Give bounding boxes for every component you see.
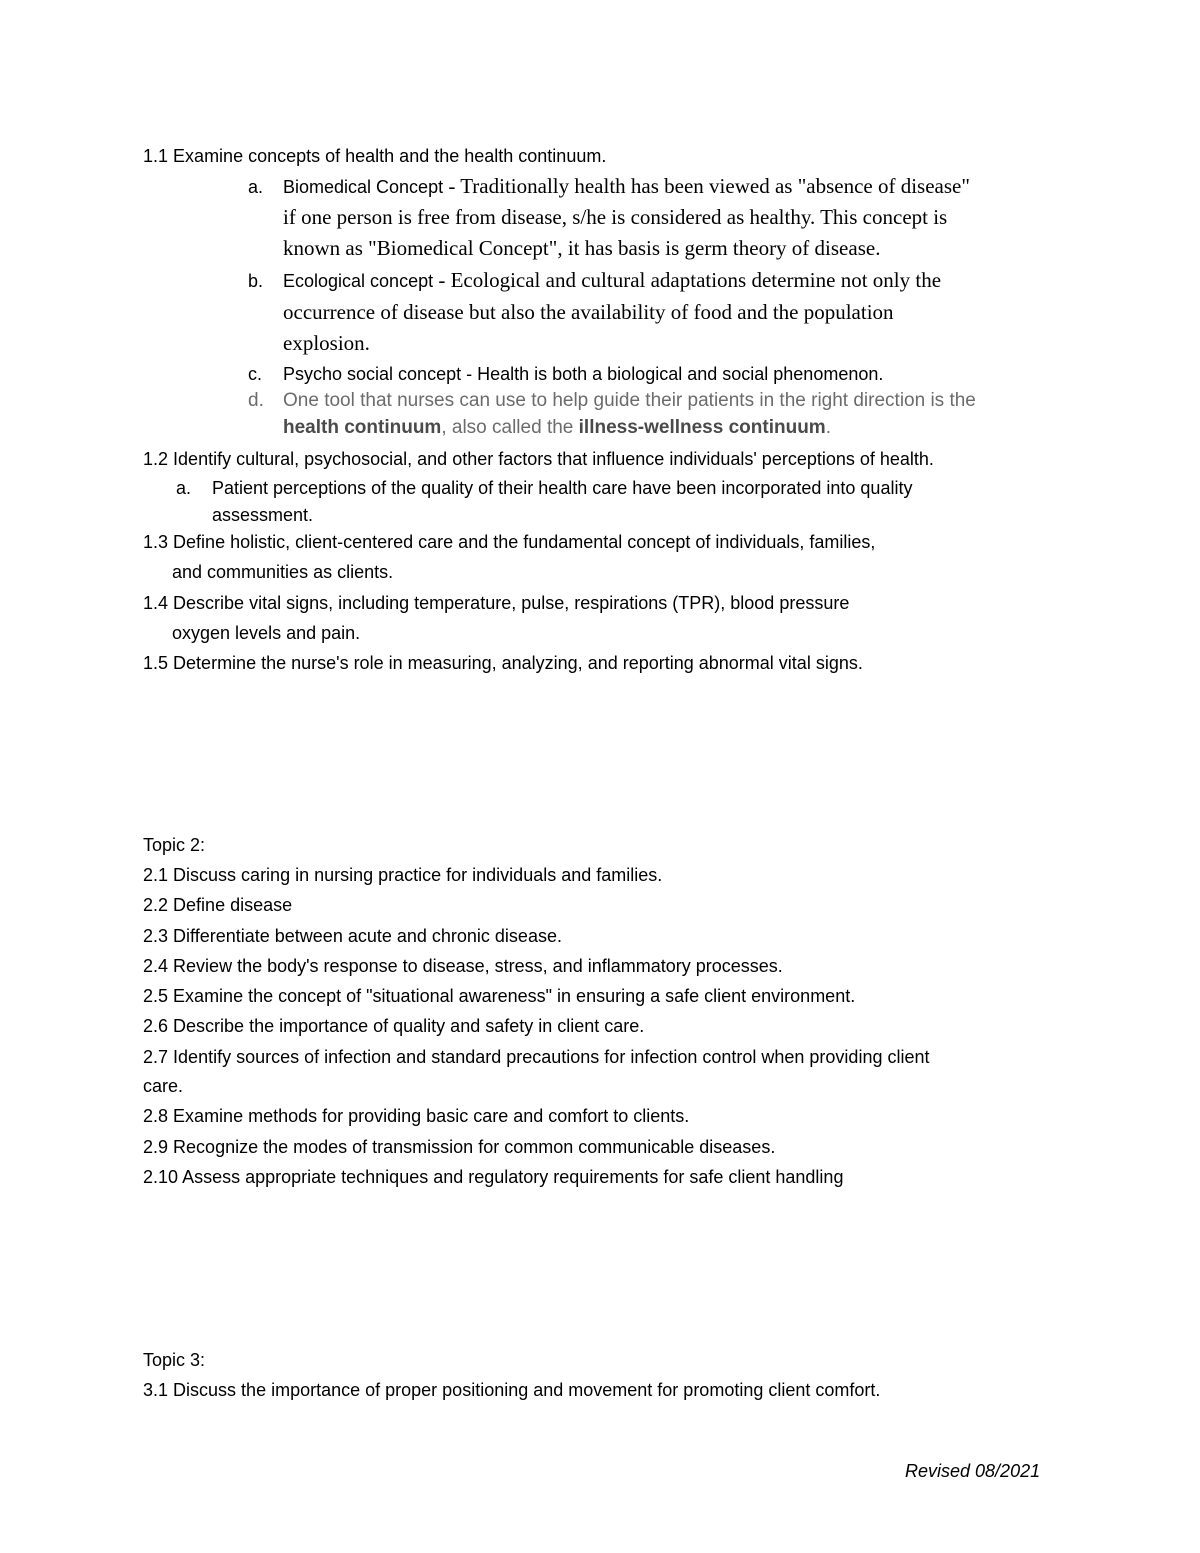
objective-text: Describe vital signs, including temperature, pulse, respirations (TPR), blood pressure — [173, 593, 850, 613]
objective-number: 2.7 — [143, 1047, 169, 1067]
objective-number: 1.2 — [143, 449, 169, 469]
objective-text: Examine concepts of health and the health continuum. — [173, 146, 607, 166]
subitem-b-ecological-line3: explosion. — [283, 331, 370, 355]
objective-text: Discuss the importance of proper positioning and movement for promoting client comfort. — [173, 1380, 881, 1400]
objective-2-8 — [143, 1105, 689, 1127]
objective-2-1 — [143, 864, 662, 886]
continuum-connector: , also called the — [441, 417, 579, 438]
objective-text: Assess appropriate techniques and regulatory requirements for safe client handling — [182, 1167, 844, 1187]
objective-1-5 — [143, 652, 863, 674]
concept-description: Ecological and cultural adaptations determine not only the — [450, 268, 942, 292]
subitem-b-ecological-line1 — [248, 267, 941, 294]
topic-3-heading: Topic 3: — [143, 1350, 206, 1370]
label-separator: - — [443, 174, 461, 198]
continuum-end: . — [825, 417, 831, 438]
health-continuum-term: health continuum — [283, 417, 442, 438]
list-marker: c. — [248, 364, 263, 384]
objective-number: 2.1 — [143, 865, 169, 885]
objective-text: Identify sources of infection and standard precautions for infection control when providing client — [173, 1047, 930, 1067]
subitem-b-ecological-line2: occurrence of disease but also the availability of food and the population — [283, 300, 894, 324]
perception-text: Patient perceptions of the quality of their health care have been incorporated into quality — [212, 478, 913, 498]
label-separator: - — [433, 268, 451, 292]
subitem-a-biomedical-line1 — [248, 173, 970, 200]
objective-1-1 — [143, 145, 606, 167]
objective-2-4 — [143, 955, 783, 977]
objective-text: Recognize the modes of transmission for common communicable diseases. — [173, 1137, 776, 1157]
objective-3-1 — [143, 1379, 880, 1401]
list-marker: a. — [248, 177, 264, 197]
objective-2-10 — [143, 1166, 843, 1188]
objective-2-7-continued: care. — [143, 1076, 184, 1096]
objective-number: 2.6 — [143, 1016, 169, 1036]
objective-2-9 — [143, 1136, 775, 1158]
list-marker: b. — [248, 271, 264, 291]
objective-2-7 — [143, 1046, 930, 1068]
objective-1-4-line2: oxygen levels and pain. — [172, 623, 361, 643]
illness-wellness-term: illness-wellness continuum — [578, 417, 826, 438]
subitem-d-continuum-line1 — [248, 390, 976, 412]
objective-text: Review the body's response to disease, stress, and inflammatory processes. — [173, 956, 783, 976]
subitem-a-biomedical-line3: known as "Biomedical Concept", it has basis is germ theory of disease. — [283, 236, 881, 260]
objective-number: 2.8 — [143, 1106, 169, 1126]
continuum-text: One tool that nurses can use to help guide their patients in the right direction is the — [283, 390, 976, 411]
objective-1-3-line2: and communities as clients. — [172, 562, 394, 582]
objective-text: Define holistic, client-centered care and the fundamental concept of individuals, families, — [173, 532, 876, 552]
objective-1-2-a-line1 — [176, 477, 912, 499]
objective-number: 1.5 — [143, 653, 169, 673]
objective-text: Differentiate between acute and chronic disease. — [173, 926, 562, 946]
objective-1-3-line1 — [143, 531, 875, 553]
concept-description: Traditionally health has been viewed as "absence of disease" — [460, 174, 970, 198]
objective-1-2 — [143, 448, 934, 470]
concept-text: Psycho social concept - Health is both a biological and social phenomenon. — [283, 364, 884, 384]
subitem-d-continuum-line2 — [283, 417, 831, 439]
objective-text: Determine the nurse's role in measuring, analyzing, and reporting abnormal vital signs. — [173, 653, 863, 673]
objective-text: Examine the concept of "situational awareness" in ensuring a safe client environment. — [173, 986, 856, 1006]
topic-2-heading: Topic 2: — [143, 835, 206, 855]
concept-label: Biomedical Concept — [283, 177, 444, 197]
objective-2-3 — [143, 925, 562, 947]
objective-number: 2.9 — [143, 1137, 169, 1157]
objective-text: Identify cultural, psychosocial, and other factors that influence individuals' perceptions of health. — [173, 449, 934, 469]
objective-number: 1.1 — [143, 146, 169, 166]
objective-1-4-line1 — [143, 592, 849, 614]
list-marker: a. — [176, 478, 192, 498]
objective-number: 2.4 — [143, 956, 169, 976]
objective-number: 1.4 — [143, 593, 169, 613]
objective-number: 1.3 — [143, 532, 169, 552]
objective-number: 2.5 — [143, 986, 169, 1006]
objective-text: Describe the importance of quality and safety in client care. — [173, 1016, 645, 1036]
subitem-a-biomedical-line2: if one person is free from disease, s/he is considered as healthy. This concept is — [283, 205, 948, 229]
objective-text: Examine methods for providing basic care and comfort to clients. — [173, 1106, 690, 1126]
concept-label: Ecological concept — [283, 271, 434, 291]
objective-2-5 — [143, 985, 855, 1007]
list-marker: d. — [248, 390, 264, 411]
objective-number: 2.2 — [143, 895, 169, 915]
subitem-c-psychosocial — [248, 363, 883, 385]
objective-number: 2.10 — [143, 1167, 179, 1187]
objective-text: Define disease — [173, 895, 293, 915]
objective-2-2 — [143, 894, 292, 916]
objective-number: 2.3 — [143, 926, 169, 946]
objective-number: 3.1 — [143, 1380, 169, 1400]
objective-1-2-a-line2: assessment. — [212, 505, 314, 525]
objective-2-6 — [143, 1015, 644, 1037]
objective-text: Discuss caring in nursing practice for individuals and families. — [173, 865, 663, 885]
revision-footer: Revised 08/2021 — [905, 1461, 1041, 1481]
